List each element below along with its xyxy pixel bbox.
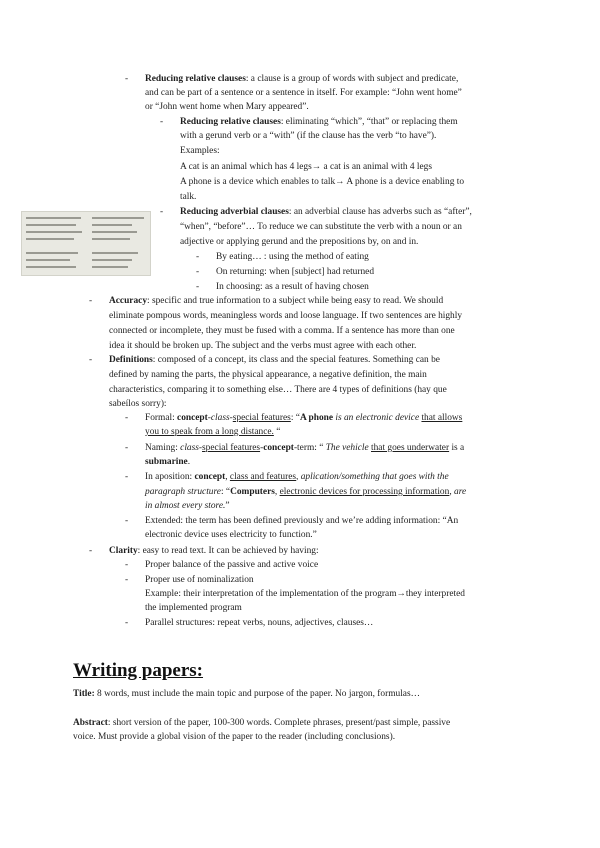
accuracy-line3: connected or incomplete, they must be fused with a comma. If a sentence has more than one [109,326,455,336]
clarity-example: Example: their interpretation of the implementation of the program→they interpreted [145,589,465,599]
bullet-clarity: - Clarity: easy to read text. It can be achieved by having: [109,544,319,558]
clarity-item: - Parallel structures: repeat verbs, nouns, adjectives, clauses… [145,616,373,630]
definition-naming-line2: submarine. [145,457,191,467]
bullet-adverbial-clauses: - Reducing adverbial clauses: an adverbial clause has adverbs such as “after”, [180,205,472,219]
clarity-item: - Proper use of nominalization [145,573,254,587]
definition-aposition-line2: paragraph structure: “Computers, electronic devices for processing information, are [145,487,467,497]
section-heading-writing-papers: Writing papers: [73,660,204,681]
accuracy-line2: eliminate pompous words, meaningless words and loose language. If two sentences are highly [109,311,463,321]
bullet-definitions: - Definitions: composed of a concept, its class and the special features. Something can be [109,353,440,367]
definition-aposition-line3: in almost every store.” [145,501,230,511]
writing-abstract-line2: voice. Must provide a global vision of the paper to the reader (including conclusions). [73,732,396,742]
writing-abstract-para: Abstract: short version of the paper, 100-300 words. Complete phrases, present/past simple, passive [73,718,451,728]
accuracy-line4: idea it should be broken up. The subject and the verbs must agree with each other. [109,341,417,351]
rac-item: - By eating… : using the method of eating [216,250,369,264]
rrc-example-phone-cont: talk. [180,192,197,202]
rac-item: - On returning: when [subject] had returned [216,265,374,279]
definition-formal-line2: you to speak from a long distance. “ [145,427,281,437]
bullet-accuracy: - Accuracy: specific and true information to a subject while being easy to read. We should [109,294,443,308]
definition-formal: - Formal: concept-class-special features: “A phone is an electronic device that allows [145,411,462,425]
rc-line2: and can be part of a sentence or a sentence in itself. For example: “John went home” [145,88,462,98]
writing-title-para: Title: 8 words, must include the main topic and purpose of the paper. No jargon, formulas… [73,689,420,699]
rac-line2: “when”, “before”… To reduce we can substitute the verb with a noun or an [180,222,462,232]
clarity-item: - Proper balance of the passive and active voice [145,558,318,572]
rrc-example-cat: A cat is an animal which has 4 legs→ a cat is an animal with 4 legs [180,162,433,172]
bullet-reducing-relative-clauses: - Reducing relative clauses: a clause is a group of words with subject and predicate, [145,72,458,86]
rac-item: - In choosing: as a result of having chosen [216,280,369,294]
rrc-example-phone: A phone is a device which enables to talk→ A phone is a device enabling to [180,177,465,187]
rac-line3: adjective or applying gerund and the prepositions by, on and in. [180,237,419,247]
clarity-example-cont: the implemented program [145,603,242,613]
definitions-line2: defined by naming the parts, the physical appearance, a negative definition, the main [109,370,427,380]
rrc-examples-label: Examples: [180,146,220,156]
rc-line3: or “John went home when Mary appeared”. [145,102,309,112]
definition-extended-line2: electronic device uses electricity to function.” [145,530,317,540]
definition-naming: - Naming: class-special features-concept-term: “ The vehicle that goes underwater is a [145,441,464,455]
definition-extended: - Extended: the term has been defined previously and we’re adding information: “An [145,514,458,528]
definitions-line4: sabeílos sorry): [109,399,167,409]
embedded-image-thumbnail [21,211,151,276]
definition-aposition: - In aposition: concept, class and features, aplication/something that goes with the [145,470,449,484]
bullet-nested-relative-clauses: - Reducing relative clauses: eliminating “which”, “that” or replacing them [180,115,458,129]
rrc-line2: with a gerund verb or a “with” (if the clause has the verb “to have”). [180,131,437,141]
definitions-line3: characteristics, comparing it to something else… There are 4 types of definitions (hay que [109,385,447,395]
